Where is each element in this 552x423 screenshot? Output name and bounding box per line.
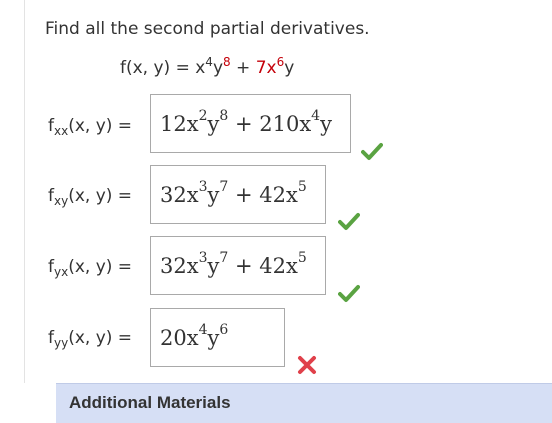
fyx-label-rest: (x, y) = bbox=[68, 257, 133, 277]
function-term2-coeff: 7x bbox=[255, 58, 277, 78]
fyx-answer-part: 32x bbox=[160, 254, 199, 278]
fxy-answer-part: 32x bbox=[160, 183, 199, 207]
fyx-label-sub: yx bbox=[54, 265, 69, 279]
function-y: y bbox=[212, 58, 223, 78]
fxx-answer-field[interactable] bbox=[150, 94, 351, 153]
fxy-answer-part: y bbox=[207, 183, 220, 207]
exponent-x4: 4 bbox=[205, 55, 213, 69]
fxx-answer-exp: 2 bbox=[198, 108, 208, 124]
fyx-answer-part: + 42x bbox=[228, 254, 298, 278]
fxy-answer-exp: 5 bbox=[297, 179, 307, 195]
fyy-answer-field[interactable] bbox=[150, 308, 285, 367]
fxy-label-rest: (x, y) = bbox=[68, 186, 133, 206]
fyy-answer-exp: 6 bbox=[219, 322, 229, 338]
exponent-y8: 8 bbox=[223, 55, 231, 69]
fyy-answer-part: 20x bbox=[160, 326, 199, 350]
fyx-answer-field[interactable] bbox=[150, 236, 326, 295]
checkmark-icon bbox=[338, 210, 360, 232]
function-label: f(x, y) = x bbox=[120, 58, 206, 78]
fyy-label-f: f bbox=[48, 328, 54, 348]
fxx-label-f: f bbox=[48, 116, 54, 136]
fxx-answer-part: 12x bbox=[160, 112, 199, 136]
fxx-answer-part: y bbox=[207, 112, 220, 136]
fyy-label-sub: yy bbox=[54, 336, 69, 350]
fyx-label-f: f bbox=[48, 257, 54, 277]
fxx-label bbox=[48, 116, 132, 136]
fxy-label bbox=[48, 186, 132, 206]
fxx-label-rest: (x, y) = bbox=[68, 116, 133, 136]
fxx-answer-part: + 210x bbox=[228, 112, 312, 136]
fxx-answer-part: y bbox=[320, 112, 332, 136]
fxy-label-sub: xy bbox=[54, 194, 69, 208]
fyx-answer-part: y bbox=[207, 254, 220, 278]
fyy-answer-exp: 4 bbox=[198, 322, 208, 338]
question-prompt: Find all the second partial derivatives. bbox=[45, 19, 370, 39]
exponent-x6: 6 bbox=[276, 55, 285, 69]
fxy-answer-part: + 42x bbox=[228, 183, 298, 207]
fxx-label-sub: xx bbox=[54, 124, 69, 138]
left-divider bbox=[24, 0, 25, 383]
checkmark-icon bbox=[338, 282, 360, 304]
fyy-label-rest: (x, y) = bbox=[68, 328, 133, 348]
fyy-answer-part: y bbox=[207, 326, 220, 350]
fyx-answer-exp: 5 bbox=[297, 250, 307, 266]
additional-materials-bar[interactable] bbox=[56, 383, 552, 423]
fxx-answer-exp: 4 bbox=[311, 108, 321, 124]
fyx-answer-exp: 3 bbox=[198, 250, 208, 266]
function-term2-y: y bbox=[284, 58, 295, 78]
fxx-answer-exp: 8 bbox=[219, 108, 229, 124]
fyx-answer-exp: 7 bbox=[219, 250, 229, 266]
function-plus: + bbox=[230, 58, 256, 78]
fxy-answer-field[interactable] bbox=[150, 165, 326, 224]
fyx-label bbox=[48, 257, 132, 277]
fyy-label bbox=[48, 328, 132, 348]
fxy-label-f: f bbox=[48, 186, 54, 206]
x-mark-icon bbox=[296, 354, 318, 376]
fxy-answer-exp: 7 bbox=[219, 179, 229, 195]
fxy-answer-exp: 3 bbox=[198, 179, 208, 195]
additional-materials-title: Additional Materials bbox=[69, 393, 231, 412]
given-function bbox=[120, 55, 295, 78]
checkmark-icon bbox=[361, 140, 383, 162]
